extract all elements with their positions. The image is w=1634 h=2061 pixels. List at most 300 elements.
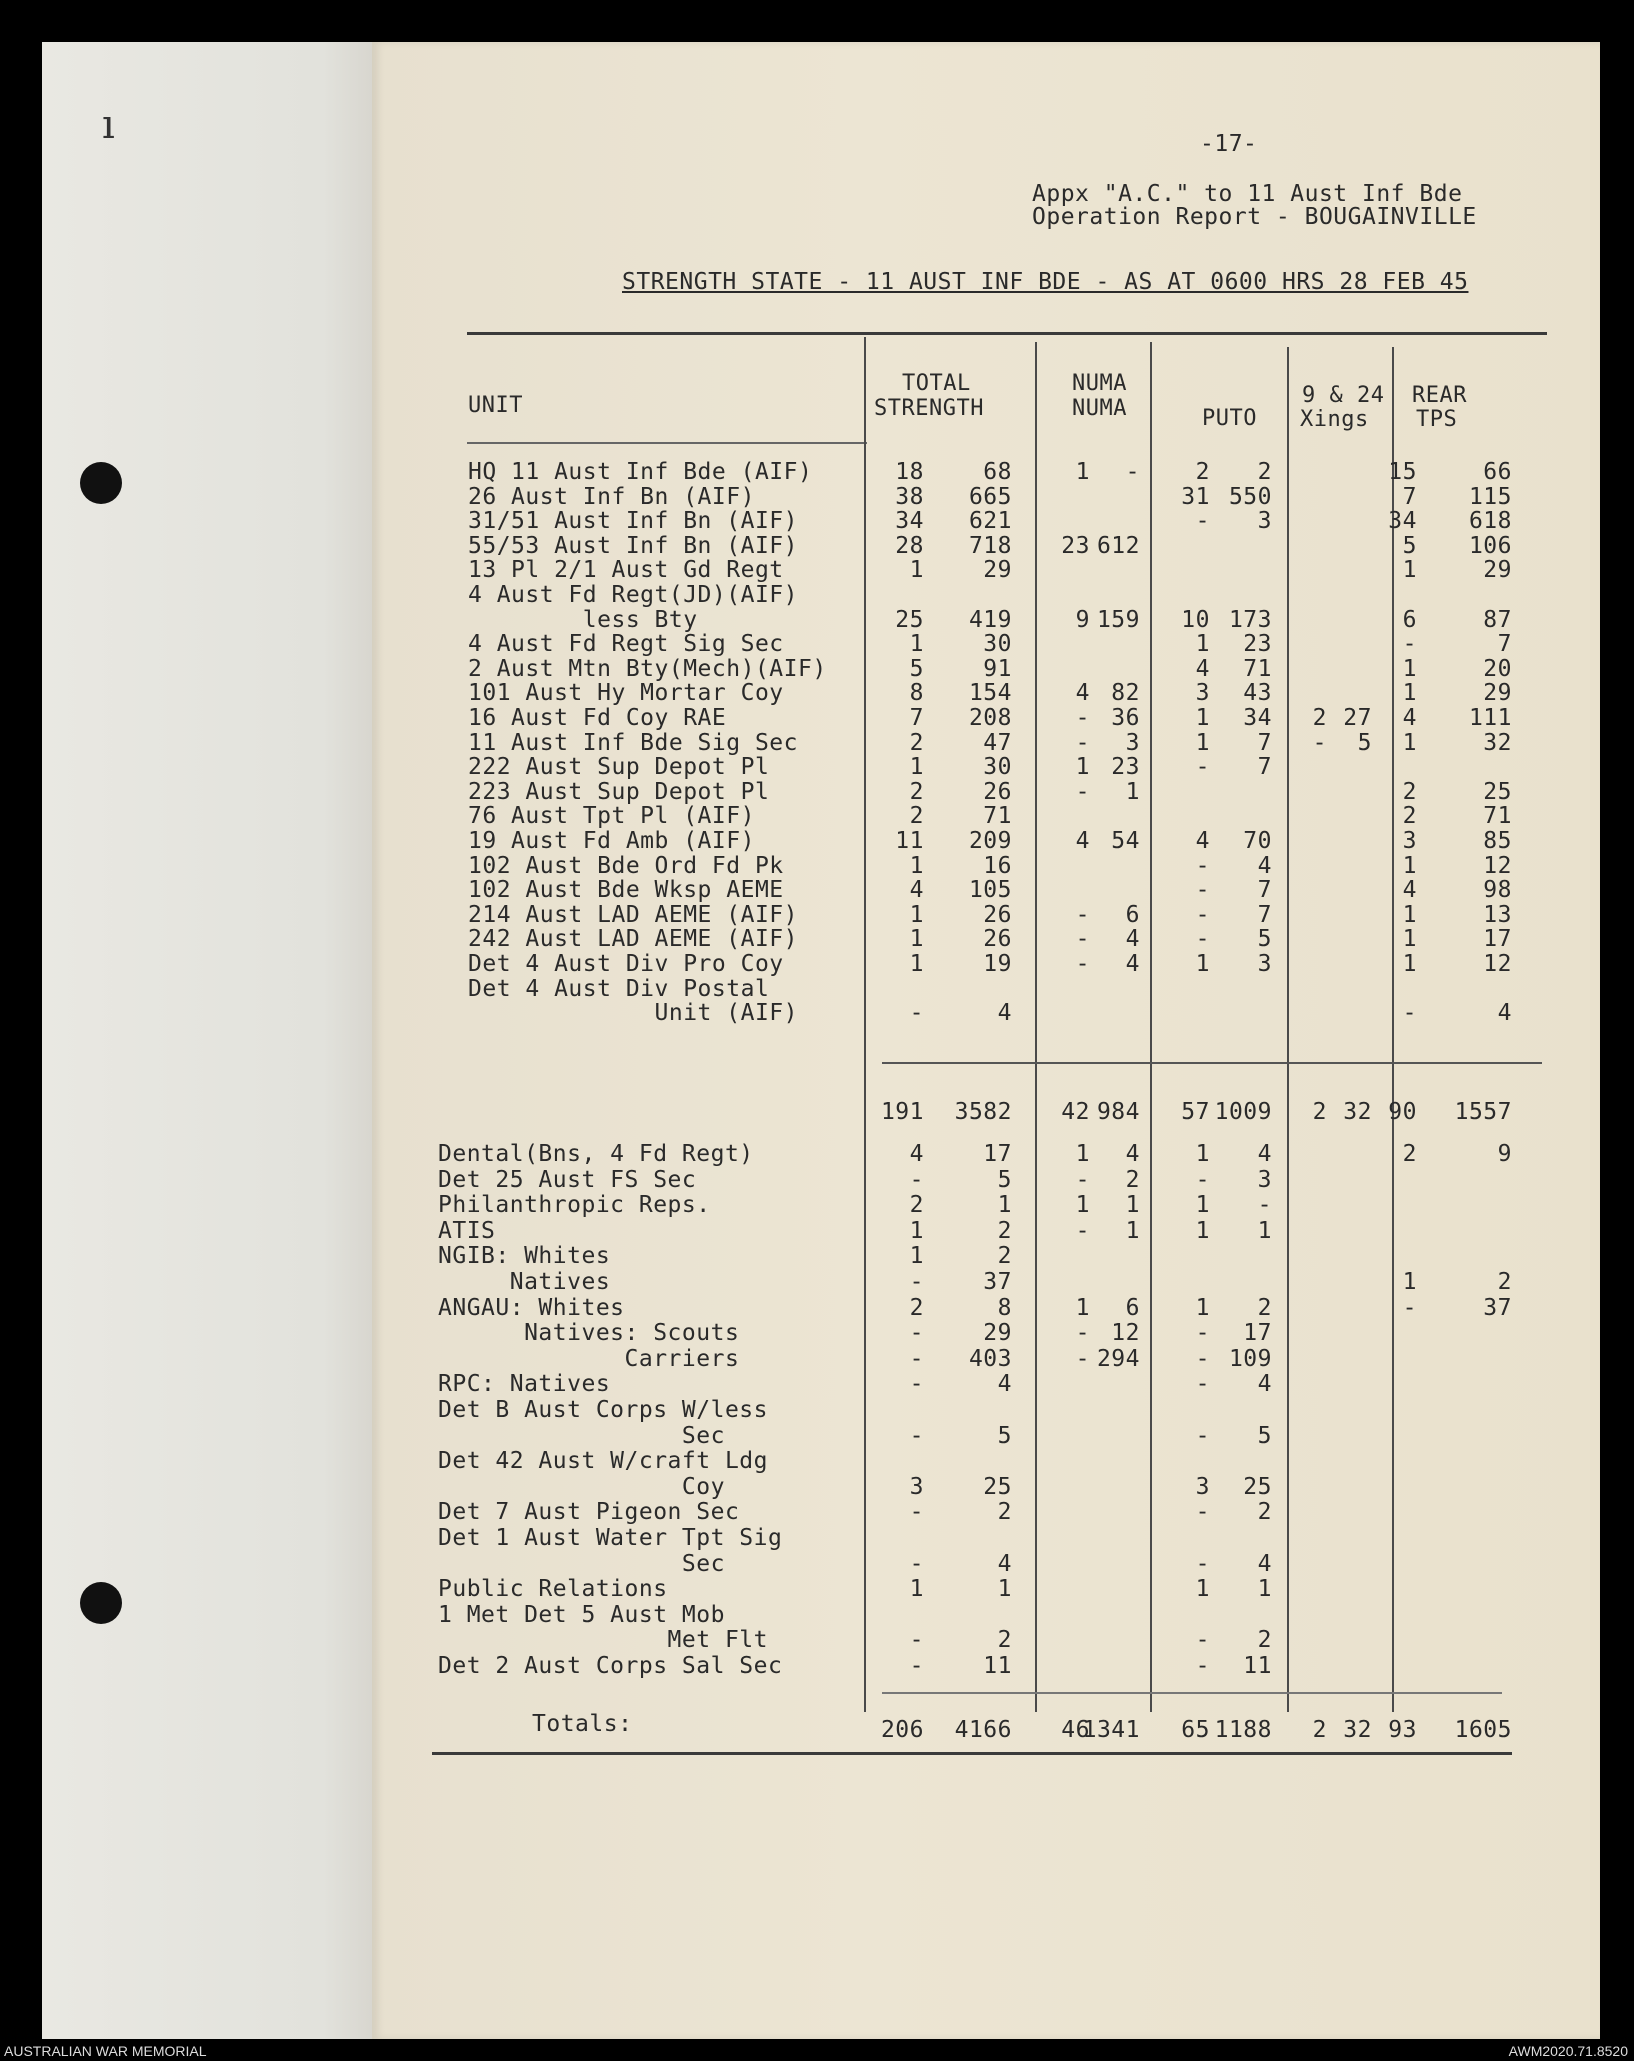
cell-p2: 550 xyxy=(1228,483,1272,510)
cell-p1: 1 xyxy=(1195,1294,1210,1321)
cell-t2: 5 xyxy=(997,1422,1012,1449)
cell-t1: - xyxy=(909,1627,924,1654)
unit-name: less Bty xyxy=(468,606,698,633)
cell-p2: 1009 xyxy=(1214,1099,1272,1125)
cell-r2: 98 xyxy=(1483,877,1512,904)
cell-t1: - xyxy=(909,1422,924,1449)
cell-p2: 71 xyxy=(1243,655,1272,682)
cell-r2: 87 xyxy=(1483,606,1512,633)
cell-p2: 7 xyxy=(1257,901,1272,928)
cell-t2: 30 xyxy=(983,631,1012,658)
cell-r2: 4 xyxy=(1497,1000,1512,1027)
cell-n2: 2 xyxy=(1125,1166,1140,1193)
cell-n2: 1 xyxy=(1125,778,1140,805)
cell-r2: 7 xyxy=(1497,631,1512,658)
cell-r1: 2 xyxy=(1402,1141,1417,1167)
cell-r2: 29 xyxy=(1483,680,1512,707)
cell-n2: - xyxy=(1125,459,1140,485)
cell-t1: 2 xyxy=(909,1294,924,1321)
cell-n1: 42 xyxy=(1061,1099,1090,1125)
unit-name: 102 Aust Bde Ord Fd Pk xyxy=(468,852,784,879)
cell-t1: 1 xyxy=(909,951,924,977)
cell-t1: 191 xyxy=(880,1099,924,1125)
cell-t2: 105 xyxy=(968,877,1012,904)
cell-t2: 29 xyxy=(983,557,1012,584)
cell-t1: 1 xyxy=(909,852,924,879)
header-total-2: STRENGTH xyxy=(874,396,984,421)
cell-t2: 11 xyxy=(983,1653,1012,1679)
cell-p1: 4 xyxy=(1195,655,1210,682)
cell-n2: 4 xyxy=(1125,926,1140,953)
punch-hole-upper xyxy=(80,462,122,504)
cell-n2: 4 xyxy=(1125,1141,1140,1167)
cell-t1: 2 xyxy=(909,778,924,805)
cell-r2: 17 xyxy=(1483,926,1512,953)
cell-t1: - xyxy=(909,1371,924,1398)
cell-p2: 7 xyxy=(1257,729,1272,756)
cell-p1: 31 xyxy=(1181,483,1210,510)
cell-n2: 1 xyxy=(1125,1217,1140,1244)
cell-n2: 23 xyxy=(1111,754,1140,781)
cell-n1: 1 xyxy=(1075,1141,1090,1167)
cell-p2: 4 xyxy=(1257,1141,1272,1167)
cell-p1: 1 xyxy=(1195,1217,1210,1244)
cell-p1: - xyxy=(1195,1550,1210,1577)
cell-x1: 2 xyxy=(1312,1099,1327,1125)
cell-n2: 6 xyxy=(1125,1294,1140,1321)
unit-name: 19 Aust Fd Amb (AIF) xyxy=(468,828,755,854)
cell-p2: 7 xyxy=(1257,754,1272,781)
cell-t1: 8 xyxy=(909,680,924,707)
cell-t1: 38 xyxy=(895,483,924,510)
cell-n2: 984 xyxy=(1096,1099,1140,1125)
cell-x2: 32 xyxy=(1343,1717,1372,1743)
cell-r1: 1 xyxy=(1402,1269,1417,1295)
unit-name: Sec xyxy=(438,1422,725,1449)
cell-x2: 5 xyxy=(1357,729,1372,756)
cell-r2: 1557 xyxy=(1454,1099,1512,1125)
footer-institution: AUSTRALIAN WAR MEMORIAL xyxy=(4,2043,207,2059)
unit-name: NGIB: Whites xyxy=(438,1243,611,1270)
cell-t2: 68 xyxy=(983,459,1012,485)
cell-p1: - xyxy=(1195,1499,1210,1526)
cell-r2: 12 xyxy=(1483,951,1512,977)
cell-n1: - xyxy=(1075,705,1090,731)
cell-t2: 19 xyxy=(983,951,1012,977)
cell-r2: 12 xyxy=(1483,852,1512,879)
cell-p1: - xyxy=(1195,508,1210,535)
cell-r1: 4 xyxy=(1402,705,1417,731)
unit-name: RPC: Natives xyxy=(438,1371,611,1398)
cell-r1: 2 xyxy=(1402,803,1417,830)
cell-t1: 34 xyxy=(895,508,924,535)
unit-name: 101 Aust Hy Mortar Coy xyxy=(468,680,784,707)
cell-p2: 34 xyxy=(1243,705,1272,731)
cell-t2: 30 xyxy=(983,754,1012,781)
cell-r1: 6 xyxy=(1402,606,1417,633)
cell-p2: 70 xyxy=(1243,828,1272,854)
scan-frame xyxy=(42,42,1600,2039)
cell-p1: 10 xyxy=(1181,606,1210,633)
cell-p2: 4 xyxy=(1257,852,1272,879)
cell-p2: - xyxy=(1257,1192,1272,1219)
cell-t2: 17 xyxy=(983,1141,1012,1167)
cell-r2: 85 xyxy=(1483,828,1512,854)
unit-name: Det 2 Aust Corps Sal Sec xyxy=(438,1653,783,1679)
cell-t1: - xyxy=(909,1499,924,1526)
appendix-line-2: Operation Report - BOUGAINVILLE xyxy=(1032,204,1477,230)
cell-p1: - xyxy=(1195,877,1210,904)
cell-r2: 115 xyxy=(1468,483,1512,510)
header-numa-1: NUMA xyxy=(1072,371,1127,396)
header-xings-2: Xings xyxy=(1300,407,1369,432)
cell-p1: 65 xyxy=(1181,1717,1210,1743)
cell-p1: 1 xyxy=(1195,951,1210,977)
unit-name: ANGAU: Whites xyxy=(438,1294,625,1321)
unit-name: 222 Aust Sup Depot Pl xyxy=(468,754,770,781)
cell-p2: 5 xyxy=(1257,926,1272,953)
cell-r1: 2 xyxy=(1402,778,1417,805)
cell-p2: 2 xyxy=(1257,1499,1272,1526)
unit-name: Det B Aust Corps W/less xyxy=(438,1397,768,1423)
unit-name: Det 4 Aust Div Pro Coy xyxy=(468,951,784,977)
rule-bottom xyxy=(432,1752,1512,1755)
cell-n1: 1 xyxy=(1075,459,1090,485)
cell-p2: 1 xyxy=(1257,1576,1272,1603)
cell-t2: 2 xyxy=(997,1499,1012,1526)
unit-name: Det 42 Aust W/craft Ldg xyxy=(438,1448,768,1475)
cell-t2: 1 xyxy=(997,1192,1012,1219)
cell-p1: - xyxy=(1195,1320,1210,1347)
cell-r2: 9 xyxy=(1497,1141,1512,1167)
cell-r2: 25 xyxy=(1483,778,1512,805)
cell-r1: 1 xyxy=(1402,901,1417,928)
cell-t2: 4 xyxy=(997,1000,1012,1027)
cell-p2: 25 xyxy=(1243,1473,1272,1500)
cell-t2: 403 xyxy=(968,1345,1012,1372)
cell-t2: 665 xyxy=(968,483,1012,510)
cell-p1: 1 xyxy=(1195,1192,1210,1219)
document-page xyxy=(372,42,1600,2039)
cell-p2: 11 xyxy=(1243,1653,1272,1679)
cell-n2: 4 xyxy=(1125,951,1140,977)
cell-r2: 2 xyxy=(1497,1269,1512,1295)
cell-t2: 4166 xyxy=(954,1717,1012,1743)
unit-name: Philanthropic Reps. xyxy=(438,1192,711,1219)
cell-n1: 23 xyxy=(1061,532,1090,559)
cell-t1: - xyxy=(909,1550,924,1577)
cell-n1: 1 xyxy=(1075,1294,1090,1321)
cell-n1: 4 xyxy=(1075,828,1090,854)
cell-t1: 4 xyxy=(909,877,924,904)
cell-r1: - xyxy=(1402,1000,1417,1027)
unit-name: 76 Aust Tpt Pl (AIF) xyxy=(468,803,755,830)
cell-x2: 32 xyxy=(1343,1099,1372,1125)
unit-name: 31/51 Aust Inf Bn (AIF) xyxy=(468,508,798,535)
cell-t2: 3582 xyxy=(954,1099,1012,1125)
cell-t1: 1 xyxy=(909,926,924,953)
cell-n2: 54 xyxy=(1111,828,1140,854)
unit-name: 4 Aust Fd Regt(JD)(AIF) xyxy=(468,582,798,608)
cell-p1: - xyxy=(1195,1166,1210,1193)
cell-p1: 1 xyxy=(1195,705,1210,731)
cell-t2: 16 xyxy=(983,852,1012,879)
cell-t2: 47 xyxy=(983,729,1012,756)
cell-n2: 294 xyxy=(1096,1345,1140,1372)
cell-r1: 3 xyxy=(1402,828,1417,854)
cell-p1: - xyxy=(1195,1627,1210,1654)
cell-r1: 5 xyxy=(1402,532,1417,559)
document-title: STRENGTH STATE - 11 AUST INF BDE - AS AT 0600 HRS 28 FEB 45 xyxy=(622,269,1469,295)
cell-r1: 1 xyxy=(1402,926,1417,953)
cell-t1: 7 xyxy=(909,705,924,731)
cell-r1: 93 xyxy=(1388,1717,1417,1743)
rule-totals-top xyxy=(882,1692,1502,1694)
unit-name: ATIS xyxy=(438,1217,496,1244)
cell-x1: 2 xyxy=(1312,1717,1327,1743)
totals-label: Totals: xyxy=(532,1711,633,1737)
cell-p2: 2 xyxy=(1257,459,1272,485)
cell-t1: 2 xyxy=(909,729,924,756)
unit-name: 1 Met Det 5 Aust Mob xyxy=(438,1601,725,1628)
rule-header xyxy=(467,442,867,444)
cell-r1: - xyxy=(1402,631,1417,658)
cell-n1: - xyxy=(1075,1166,1090,1193)
cell-r1: 15 xyxy=(1388,459,1417,485)
unit-name: 16 Aust Fd Coy RAE xyxy=(468,705,727,731)
unit-name: Met Flt xyxy=(438,1627,768,1654)
cell-n1: - xyxy=(1075,926,1090,953)
cell-p1: 57 xyxy=(1181,1099,1210,1125)
cell-r2: 1605 xyxy=(1454,1717,1512,1743)
cell-t1: 4 xyxy=(909,1141,924,1167)
cell-t1: 3 xyxy=(909,1473,924,1500)
cell-t2: 154 xyxy=(968,680,1012,707)
cell-n2: 612 xyxy=(1096,532,1140,559)
cell-x2: 27 xyxy=(1343,705,1372,731)
cell-t2: 1 xyxy=(997,1576,1012,1603)
cell-t2: 4 xyxy=(997,1371,1012,1398)
cell-n2: 12 xyxy=(1111,1320,1140,1347)
cell-p1: 1 xyxy=(1195,1141,1210,1167)
header-numa-2: NUMA xyxy=(1072,396,1127,421)
cell-r2: 618 xyxy=(1468,508,1512,535)
cell-p1: 1 xyxy=(1195,631,1210,658)
cell-t1: 1 xyxy=(909,901,924,928)
cell-p2: 2 xyxy=(1257,1294,1272,1321)
cell-t1: - xyxy=(909,1166,924,1193)
cell-t1: 18 xyxy=(895,459,924,485)
header-rear-1: REAR xyxy=(1412,383,1467,408)
cell-p2: 1188 xyxy=(1214,1717,1272,1743)
cell-r1: 1 xyxy=(1402,557,1417,584)
cell-t1: - xyxy=(909,1320,924,1347)
cell-t1: 25 xyxy=(895,606,924,633)
cell-t2: 37 xyxy=(983,1269,1012,1295)
unit-name: Sec xyxy=(438,1550,725,1577)
cell-n2: 36 xyxy=(1111,705,1140,731)
cell-t2: 2 xyxy=(997,1217,1012,1244)
unit-name: Unit (AIF) xyxy=(468,1000,798,1027)
cell-t1: - xyxy=(909,1345,924,1372)
cell-p2: 7 xyxy=(1257,877,1272,904)
cell-t2: 29 xyxy=(983,1320,1012,1347)
cell-t2: 718 xyxy=(968,532,1012,559)
cell-p2: 3 xyxy=(1257,1166,1272,1193)
unit-name: 102 Aust Bde Wksp AEME xyxy=(468,877,784,904)
cell-t1: 1 xyxy=(909,557,924,584)
appendix-line-1: Appx "A.C." to 11 Aust Inf Bde xyxy=(1032,181,1463,207)
cell-r2: 13 xyxy=(1483,901,1512,928)
backing-page xyxy=(42,42,372,2039)
header-xings-1: 9 & 24 xyxy=(1302,383,1385,408)
cell-t1: 11 xyxy=(895,828,924,854)
punch-hole-lower xyxy=(80,1582,122,1624)
cell-t2: 91 xyxy=(983,655,1012,682)
cell-t2: 8 xyxy=(997,1294,1012,1321)
cell-r2: 37 xyxy=(1483,1294,1512,1321)
cell-t2: 26 xyxy=(983,926,1012,953)
cell-r2: 106 xyxy=(1468,532,1512,559)
unit-name: Det 25 Aust FS Sec xyxy=(438,1166,697,1193)
cell-p1: - xyxy=(1195,1422,1210,1449)
unit-name: 2 Aust Mtn Bty(Mech)(AIF) xyxy=(468,655,827,682)
cell-n2: 1341 xyxy=(1082,1717,1140,1743)
cell-p1: 1 xyxy=(1195,729,1210,756)
cell-x1: - xyxy=(1312,729,1327,756)
unit-name: HQ 11 Aust Inf Bde (AIF) xyxy=(468,459,813,485)
cell-t1: 1 xyxy=(909,1243,924,1270)
cell-p2: 5 xyxy=(1257,1422,1272,1449)
cell-p2: 17 xyxy=(1243,1320,1272,1347)
cell-n2: 6 xyxy=(1125,901,1140,928)
unit-name: 55/53 Aust Inf Bn (AIF) xyxy=(468,532,798,559)
cell-p2: 109 xyxy=(1228,1345,1272,1372)
cell-r2: 66 xyxy=(1483,459,1512,485)
cell-r1: 1 xyxy=(1402,951,1417,977)
cell-r2: 32 xyxy=(1483,729,1512,756)
unit-name: Public Relations xyxy=(438,1576,668,1603)
unit-name: 214 Aust LAD AEME (AIF) xyxy=(468,901,798,928)
cell-t1: 28 xyxy=(895,532,924,559)
cell-t1: 1 xyxy=(909,1217,924,1244)
cell-x1: 2 xyxy=(1312,705,1327,731)
cell-r1: 1 xyxy=(1402,655,1417,682)
rule-subtotal xyxy=(882,1062,1542,1064)
cell-n2: 1 xyxy=(1125,1192,1140,1219)
cell-n1: - xyxy=(1075,1217,1090,1244)
header-total-1: TOTAL xyxy=(902,371,971,396)
cell-p2: 1 xyxy=(1257,1217,1272,1244)
cell-n1: 1 xyxy=(1075,1192,1090,1219)
cell-t1: 1 xyxy=(909,754,924,781)
cell-p1: 3 xyxy=(1195,680,1210,707)
cell-t2: 2 xyxy=(997,1627,1012,1654)
cell-n2: 159 xyxy=(1096,606,1140,633)
unit-name: 13 Pl 2/1 Aust Gd Regt xyxy=(468,557,784,584)
cell-t2: 208 xyxy=(968,705,1012,731)
cell-p1: 3 xyxy=(1195,1473,1210,1500)
header-puto: PUTO xyxy=(1202,406,1257,431)
cell-r1: 1 xyxy=(1402,729,1417,756)
cell-t1: - xyxy=(909,1269,924,1295)
cell-p1: - xyxy=(1195,852,1210,879)
unit-name: Natives: Scouts xyxy=(438,1320,740,1347)
cell-p2: 4 xyxy=(1257,1371,1272,1398)
cell-n1: 46 xyxy=(1061,1717,1090,1743)
unit-name: 26 Aust Inf Bn (AIF) xyxy=(468,483,755,510)
cell-p2: 2 xyxy=(1257,1627,1272,1654)
cell-r1: 1 xyxy=(1402,852,1417,879)
unit-name: Det 1 Aust Water Tpt Sig xyxy=(438,1525,783,1551)
cell-t2: 25 xyxy=(983,1473,1012,1500)
unit-name: Dental(Bns, 4 Fd Regt) xyxy=(438,1141,754,1167)
cell-p1: - xyxy=(1195,754,1210,781)
cell-t2: 26 xyxy=(983,901,1012,928)
cell-p1: 2 xyxy=(1195,459,1210,485)
cell-p1: - xyxy=(1195,1371,1210,1398)
cell-n2: 82 xyxy=(1111,680,1140,707)
cell-n1: 4 xyxy=(1075,680,1090,707)
cell-p1: - xyxy=(1195,926,1210,953)
cell-n1: - xyxy=(1075,778,1090,805)
cell-t1: 1 xyxy=(909,1576,924,1603)
cell-t2: 2 xyxy=(997,1243,1012,1270)
cell-p1: 1 xyxy=(1195,1576,1210,1603)
cell-t2: 209 xyxy=(968,828,1012,854)
rule-top xyxy=(467,332,1547,335)
pencil-mark: ı xyxy=(102,102,115,148)
cell-r1: 34 xyxy=(1388,508,1417,535)
unit-name: 4 Aust Fd Regt Sig Sec xyxy=(468,631,784,658)
cell-r1: 7 xyxy=(1402,483,1417,510)
cell-r1: 90 xyxy=(1388,1099,1417,1125)
header-rear-2: TPS xyxy=(1416,407,1458,432)
cell-t2: 71 xyxy=(983,803,1012,830)
cell-p2: 43 xyxy=(1243,680,1272,707)
cell-p2: 23 xyxy=(1243,631,1272,658)
cell-n1: - xyxy=(1075,1345,1090,1372)
unit-name: 11 Aust Inf Bde Sig Sec xyxy=(468,729,798,756)
cell-p2: 173 xyxy=(1228,606,1272,633)
unit-name: Carriers xyxy=(438,1345,740,1372)
cell-p2: 3 xyxy=(1257,508,1272,535)
cell-r1: 1 xyxy=(1402,680,1417,707)
cell-p1: - xyxy=(1195,901,1210,928)
cell-t2: 419 xyxy=(968,606,1012,633)
cell-n2: 3 xyxy=(1125,729,1140,756)
cell-r2: 29 xyxy=(1483,557,1512,584)
cell-n1: - xyxy=(1075,1320,1090,1347)
cell-r2: 71 xyxy=(1483,803,1512,830)
cell-t2: 26 xyxy=(983,778,1012,805)
page-number: -17- xyxy=(1200,131,1258,157)
header-unit: UNIT xyxy=(468,393,523,418)
column-divider-puto xyxy=(1287,347,1289,1712)
cell-p1: - xyxy=(1195,1345,1210,1372)
cell-n1: - xyxy=(1075,951,1090,977)
cell-p1: 4 xyxy=(1195,828,1210,854)
cell-t1: 2 xyxy=(909,803,924,830)
unit-name: 242 Aust LAD AEME (AIF) xyxy=(468,926,798,953)
cell-r2: 20 xyxy=(1483,655,1512,682)
cell-n1: - xyxy=(1075,901,1090,928)
cell-r1: - xyxy=(1402,1294,1417,1321)
footer-reference: AWM2020.71.8520 xyxy=(1508,2043,1628,2059)
cell-n1: 9 xyxy=(1075,606,1090,633)
cell-t1: 2 xyxy=(909,1192,924,1219)
unit-name: Det 4 Aust Div Postal xyxy=(468,975,770,1002)
